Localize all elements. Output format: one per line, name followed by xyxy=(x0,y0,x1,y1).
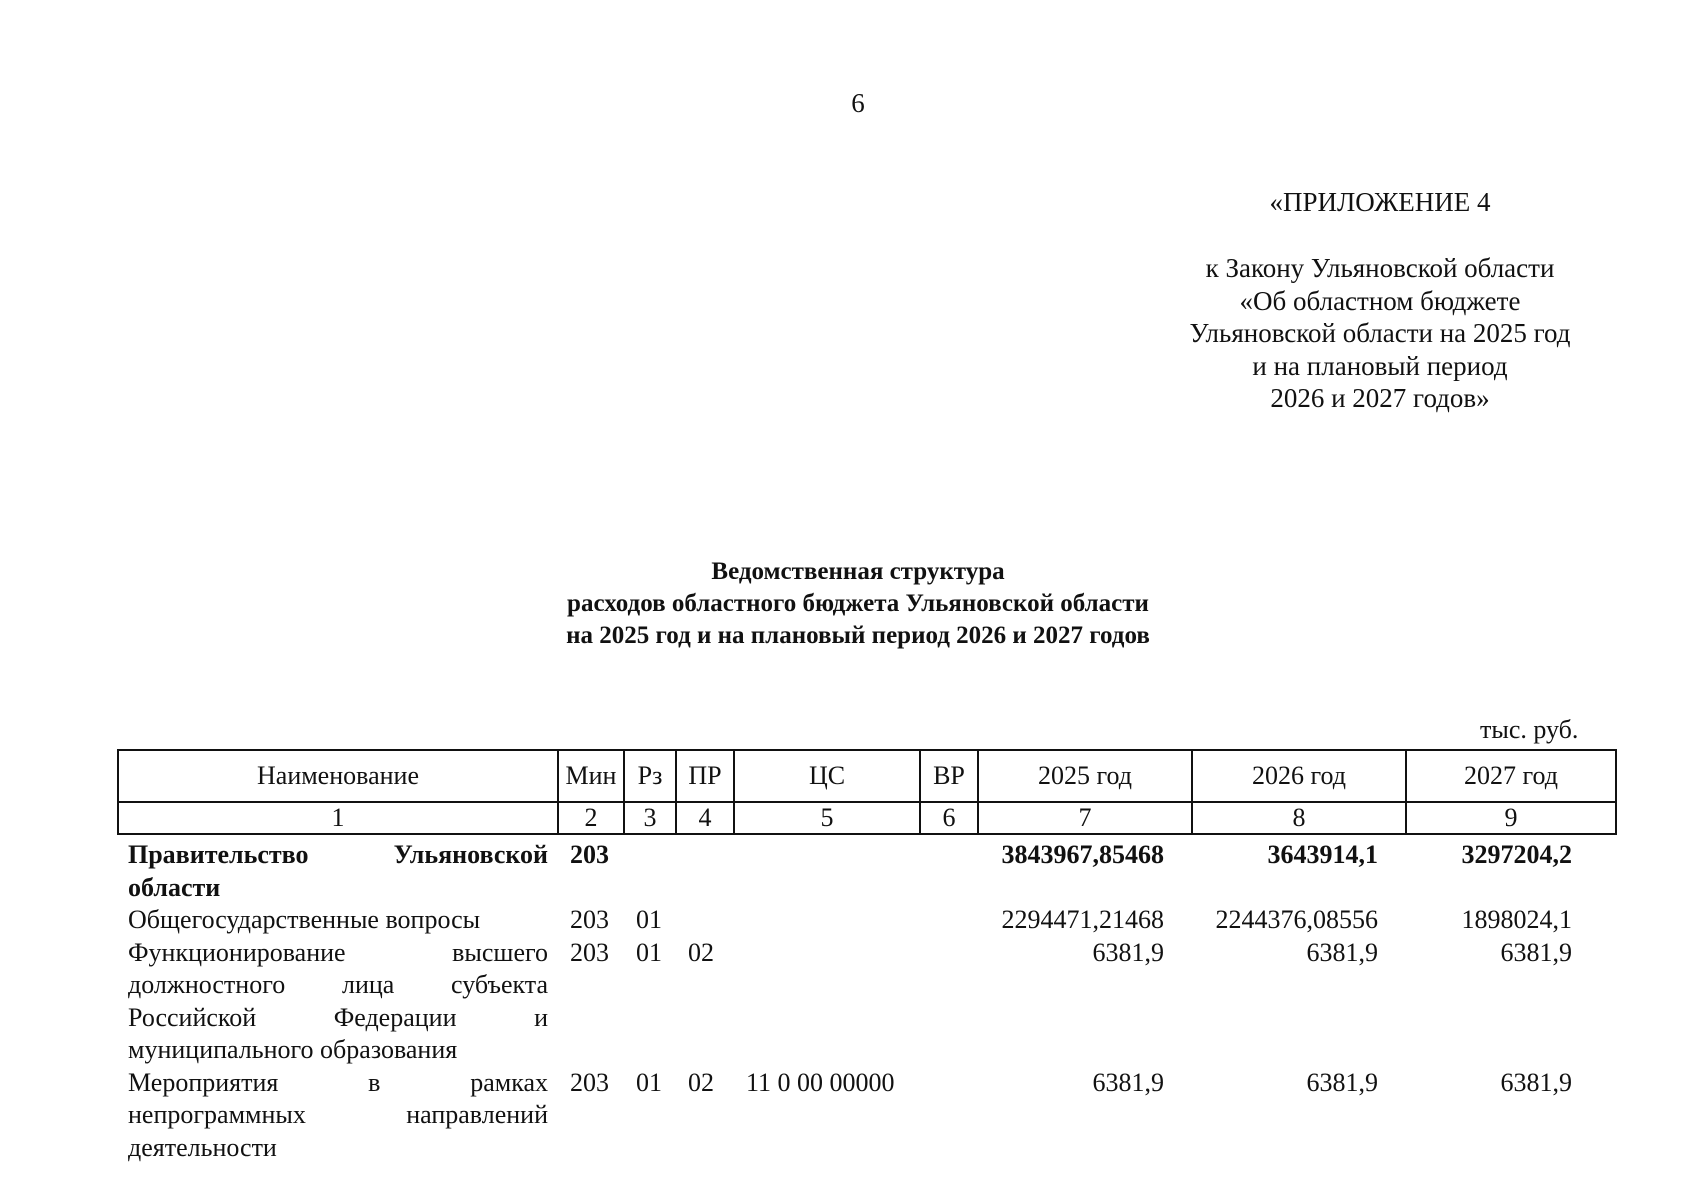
column-number: 6 xyxy=(920,802,978,834)
appendix-subtitle xyxy=(1120,252,1640,415)
units-label: тыс. руб. xyxy=(1480,715,1579,744)
title-line: на 2025 год и на плановый период 2026 и 2027 годов xyxy=(566,622,1150,649)
column-number: 8 xyxy=(1192,802,1406,834)
row-pr xyxy=(676,904,734,937)
row-cs xyxy=(734,904,920,937)
row-rz xyxy=(624,834,676,904)
appendix-title: «ПРИЛОЖЕНИЕ 4 xyxy=(1269,187,1491,217)
row-2026: 2244376,08556 xyxy=(1215,905,1378,934)
row-2027: 6381,9 xyxy=(1500,1067,1572,1097)
row-min: 203 xyxy=(570,937,609,967)
column-number: 1 xyxy=(118,802,558,834)
appendix-line: 2026 и 2027 годов» xyxy=(1270,383,1490,413)
header-name: Наименование xyxy=(118,750,558,802)
column-number: 4 xyxy=(676,802,734,834)
row-rz: 01 xyxy=(636,937,662,967)
column-number: 2 xyxy=(558,802,624,834)
row-min: 203 xyxy=(570,905,609,934)
appendix-line: Ульяновской области на 2025 год xyxy=(1189,318,1571,348)
document-title xyxy=(0,556,1696,652)
row-cs xyxy=(734,937,920,1067)
row-name: Общегосударственные вопросы xyxy=(128,905,481,934)
row-2025: 6381,9 xyxy=(1092,937,1164,967)
row-2027: 1898024,1 xyxy=(1461,905,1572,934)
header-pr: ПР xyxy=(676,750,734,802)
row-name: Правительство Ульяновской области xyxy=(128,840,548,902)
appendix-line: к Закону Ульяновской области xyxy=(1205,253,1555,283)
row-pr: 02 xyxy=(688,937,714,967)
title-line: расходов областного бюджета Ульяновской области xyxy=(567,590,1149,617)
header-row xyxy=(118,750,1616,802)
row-2025: 2294471,21468 xyxy=(1001,905,1164,934)
row-pr xyxy=(676,834,734,904)
header-cs: ЦС xyxy=(734,750,920,802)
row-2026: 6381,9 xyxy=(1306,937,1378,967)
header-2026: 2026 год xyxy=(1192,750,1406,802)
column-number: 9 xyxy=(1406,802,1616,834)
table-row xyxy=(118,834,1616,904)
column-number: 3 xyxy=(624,802,676,834)
column-number: 7 xyxy=(978,802,1192,834)
appendix-line: «Об областном бюджете xyxy=(1239,285,1521,316)
header-2027: 2027 год xyxy=(1406,750,1616,802)
row-vr xyxy=(920,1067,978,1165)
row-2027: 6381,9 xyxy=(1500,937,1572,967)
row-min: 203 xyxy=(570,1067,609,1097)
row-cs xyxy=(734,834,920,904)
row-2026: 3643914,1 xyxy=(1267,840,1378,869)
column-number: 5 xyxy=(734,802,920,834)
header-vr: ВР xyxy=(920,750,978,802)
row-rz: 01 xyxy=(636,1067,662,1097)
title-line: Ведомственная структура xyxy=(711,558,1005,585)
header-rz: Рз xyxy=(624,750,676,802)
row-2025: 3843967,85468 xyxy=(1001,840,1164,869)
row-2026: 6381,9 xyxy=(1306,1067,1378,1097)
row-vr xyxy=(920,904,978,937)
row-pr: 02 xyxy=(688,1067,714,1097)
table-row xyxy=(118,937,1616,1067)
row-vr xyxy=(920,937,978,1067)
row-name: Функционирование высшего должностного лица субъекта Российской Федерации и муниципального образования xyxy=(128,937,548,1064)
header-min: Мин xyxy=(558,750,624,802)
header-2025: 2025 год xyxy=(978,750,1192,802)
row-cs: 11 0 00 00000 xyxy=(746,1067,895,1097)
row-vr xyxy=(920,834,978,904)
row-name: Мероприятия в рамках непрограммных направлений деятельности xyxy=(128,1067,548,1162)
row-2027: 3297204,2 xyxy=(1461,840,1572,869)
page-number: 6 xyxy=(851,88,865,118)
row-2025: 6381,9 xyxy=(1092,1067,1164,1097)
appendix-line: и на плановый период xyxy=(1252,350,1508,381)
budget-table xyxy=(117,749,1617,1164)
table-row xyxy=(118,1067,1616,1165)
column-number-row xyxy=(118,802,1616,834)
table-row xyxy=(118,904,1616,937)
row-rz: 01 xyxy=(636,905,662,934)
row-min: 203 xyxy=(570,840,609,869)
